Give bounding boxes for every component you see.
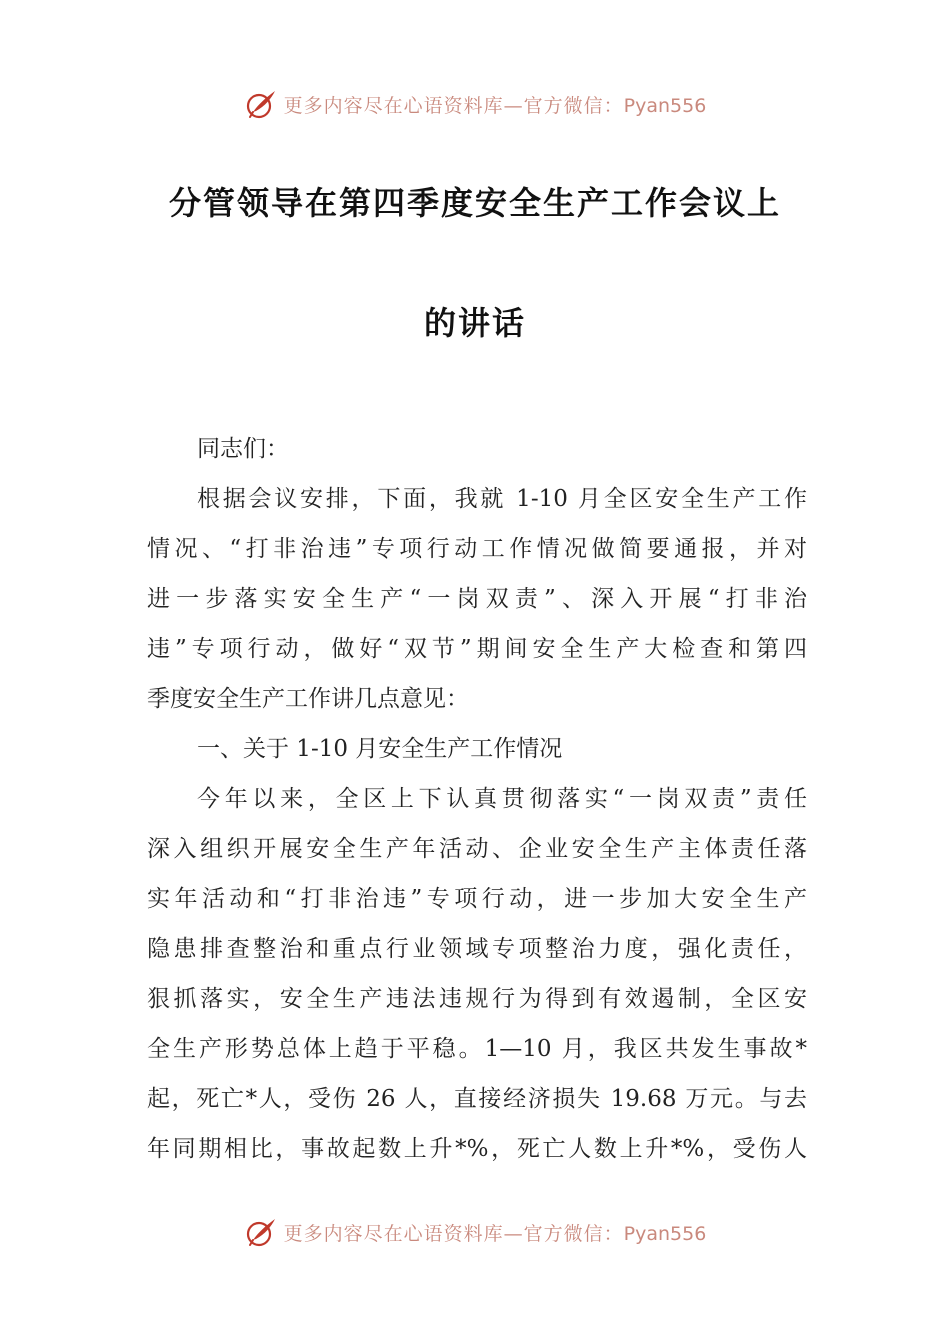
- watermark-text: 更多内容尽在心语资料库—官方微信：Pyan556: [283, 94, 707, 117]
- paragraph-line: 年同期相比，事故起数上升*%，死亡人数上升*%，受伤人: [147, 1136, 807, 1162]
- paragraph-line: 根据会议安排，下面，我就 1-10 月全区安全生产工作: [197, 486, 807, 512]
- paragraph-line: 隐患排查整治和重点行业领域专项整治力度，强化责任，: [147, 936, 807, 962]
- document-title-line-2: 的讲话: [423, 304, 526, 342]
- watermark-header: [0, 84, 950, 124]
- quill-logo-icon: [244, 1215, 278, 1249]
- paragraph-line: 深入组织开展安全生产年活动、企业安全生产主体责任落: [147, 836, 807, 862]
- document-title-line-1: 分管领导在第四季度安全生产工作会议上: [168, 184, 781, 222]
- paragraph-line: 起，死亡*人，受伤 26 人，直接经济损失 19.68 万元。与去: [147, 1086, 807, 1112]
- paragraph-line: 违”专项行动，做好“双节”期间安全生产大检查和第四: [147, 636, 807, 662]
- document-body: [147, 424, 807, 1174]
- paragraph-line: 今年以来，全区上下认真贯彻落实“一岗双责”责任: [197, 786, 807, 812]
- paragraph-line: 实年活动和“打非治违”专项行动，进一步加大安全生产: [147, 886, 807, 912]
- paragraph-line: 全生产形势总体上趋于平稳。1—10 月，我区共发生事故*: [147, 1036, 807, 1062]
- section-heading: 一、关于 1-10 月安全生产工作情况: [197, 736, 563, 762]
- paragraph-line: 进一步落实安全生产“一岗双责”、深入开展“打非治: [147, 586, 807, 612]
- quill-logo-icon: [244, 87, 278, 121]
- salutation: 同志们：: [197, 436, 289, 462]
- watermark-footer: [0, 1212, 950, 1252]
- paragraph-line: 情况、“打非治违”专项行动工作情况做简要通报，并对: [147, 536, 807, 562]
- watermark-text: 更多内容尽在心语资料库—官方微信：Pyan556: [283, 1222, 707, 1245]
- paragraph-line: 狠抓落实，安全生产违法违规行为得到有效遏制，全区安: [147, 986, 807, 1012]
- paragraph-line: 季度安全生产工作讲几点意见：: [147, 686, 469, 712]
